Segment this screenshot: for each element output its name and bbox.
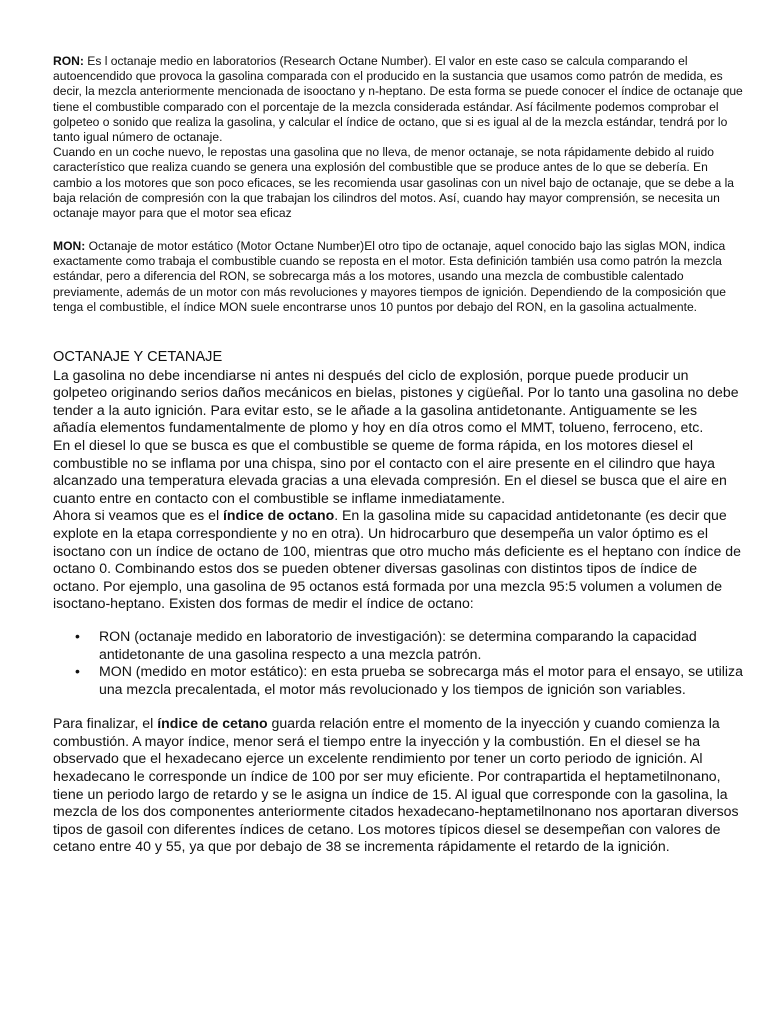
octane-index-paragraph (53, 507, 743, 613)
ron-paragraph-2: Cuando en un coche nuevo, le repostas una gasolina que no lleva, de menor octanaje, se nota rápidamente debido al ruido característico que realiza cuando se genera una explosión del combustible que se produce antes de lo que se debería. En cambio a los motores que son poco eficaces, se les recomienda usar gasolinas con un nivel bajo de octanaje, que se debe a la baja relación de compresión con la que trabajan los cilindros del motos. Así, cuando hay mayor comprensión, se necesita un octanaje mayor para que el motor sea eficaz (53, 145, 735, 221)
octane-intro-text: Ahora si veamos que es el (53, 507, 223, 524)
ron-label: RON: (53, 54, 84, 68)
list-item (53, 663, 743, 698)
mon-text: Octanaje de motor estático (Motor Octane Number)El otro tipo de octanaje, aquel conocido bajo las siglas MON, indica exactamente como trabaja el combustible cuando se reposta en el motor. Esta definición también usa como patrón la mezcla estándar, pero a diferencia del RON, se sobrecarga más a los motores, usando una mezcla de combustible calentado previamente, además de un motor con más revoluciones y mayores tiempos de ignición. Dependiendo de la composición que tenga el combustible, el índice MON suele encontrarse unos 10 puntos por debajo del RON, en la gasolina actualmente. (53, 239, 726, 314)
gasoline-paragraph: La gasolina no debe incendiarse ni antes ni después del ciclo de explosión, porque puede producir un golpeteo originando serios daños mecánicos en bielas, pistones y cigüeñal. Por lo tanto una gasolina no debe tender a la auto ignición. Para evitar esto, se le añade a la gasolina antidetonante. Antiguamente se les añadía elementos fundamentalmente de plomo y hoy en día otros como el MMT, tolueno, ferroceno, etc. (53, 366, 739, 436)
mon-paragraph (53, 239, 743, 315)
bullet-icon: • (75, 663, 80, 680)
list-item (53, 628, 743, 663)
mon-section (53, 239, 743, 315)
diesel-paragraph: En el diesel lo que se busca es que el combustible se queme de forma rápida, en los motores diesel el combustible no se inflama por una chispa, sino por el contacto con el aire presente en el cilindro que haya alcanzado una temperatura elevada gracias a una elevada compresión. En el diesel se busca que el aire en cuanto entre en contacto con el combustible se inflame inmediatamente. (53, 436, 727, 506)
cetane-body-text: guarda relación entre el momento de la inyección y cuando comienza la combustión. A mayor índice, menor será el tiempo entre la inyección y la combustión. En el diesel se ha observado que el hexadecano ejerce un excelente rendimiento por tener un corto periodo de ignición. Al hexadecano le corresponde un índice de 100 por ser muy eficiente. Por contrapartida el heptametilnonano, tiene un periodo largo de retardo y se le asigna un índice de 15. Al igual que corresponde con la gasolina, la mezcla de los dos componentes anteriormente citados hexadecano-heptametilnonano nos aportaran diversos tipos de gasoil con diferentes índices de cetano. Los motores típicos diesel se desempeñan con valores de cetano entre 40 y 55, ya que por debajo de 38 se incrementa rápidamente el retardo de la ignición. (53, 715, 739, 855)
bullet-icon: • (75, 627, 80, 644)
cetane-paragraph (53, 715, 743, 856)
list-item-text: RON (octanaje medido en laboratorio de investigación): se determina comparando la capacidad antidetonante de una gasolina respecto a una mezcla patrón. (99, 627, 697, 662)
section-heading: OCTANAJE Y CETANAJE (53, 349, 223, 365)
ron-section (53, 54, 743, 221)
octane-body-text: . En la gasolina mide su capacidad antidetonante (es decir que explote en la etapa correspondiente y no en otra). Un hidrocarburo que desempeña un valor óptimo es el isoctano con un índice de octano de 100, mientras que otro mucho más deficiente es el heptano con índice de octano 0. Combinando estos dos se pueden obtener diversas gasolinas con distintos tipos de índice de octano. Por ejemplo, una gasolina de 95 octanos está formada por una mezcla 95:5 volumen a volumen de isoctano-heptano. Existen dos formas de medir el índice de octano: (53, 507, 741, 612)
cetane-index-term: índice de cetano (157, 715, 268, 732)
list-item-text: MON (medido en motor estático): en esta prueba se sobrecarga más el motor para el ensayo, se utiliza una mezcla precalentada, el motor más revolucionado y los tiempos de ignición son variables. (99, 663, 743, 697)
main-section (53, 349, 743, 856)
mon-label: MON: (53, 239, 86, 253)
ron-paragraph (53, 54, 743, 145)
cetane-intro-text: Para finalizar, el (53, 715, 158, 732)
octane-methods-list (53, 628, 743, 698)
octane-index-term: índice de octano (223, 507, 335, 524)
ron-text: Es l octanaje medio en laboratorios (Research Octane Number). El valor en este caso se calcula comparando el autoencendido que provoca la gasolina comparada con el producido en la sustancia que usamos como patrón de medida, es decir, la mezcla anteriormente mencionada de isooctano y n-heptano. De esta forma se puede conocer el índice de octanaje que tiene el combustible comparado con el porcentaje de la mezcla considerada estándar. Así fácilmente podemos comprobar el golpeteo o sonido que realiza la gasolina, y calcular el índice de octano, que si es igual al de la mezcla estándar, tendrá por lo tanto igual número de octanaje. (53, 54, 743, 145)
